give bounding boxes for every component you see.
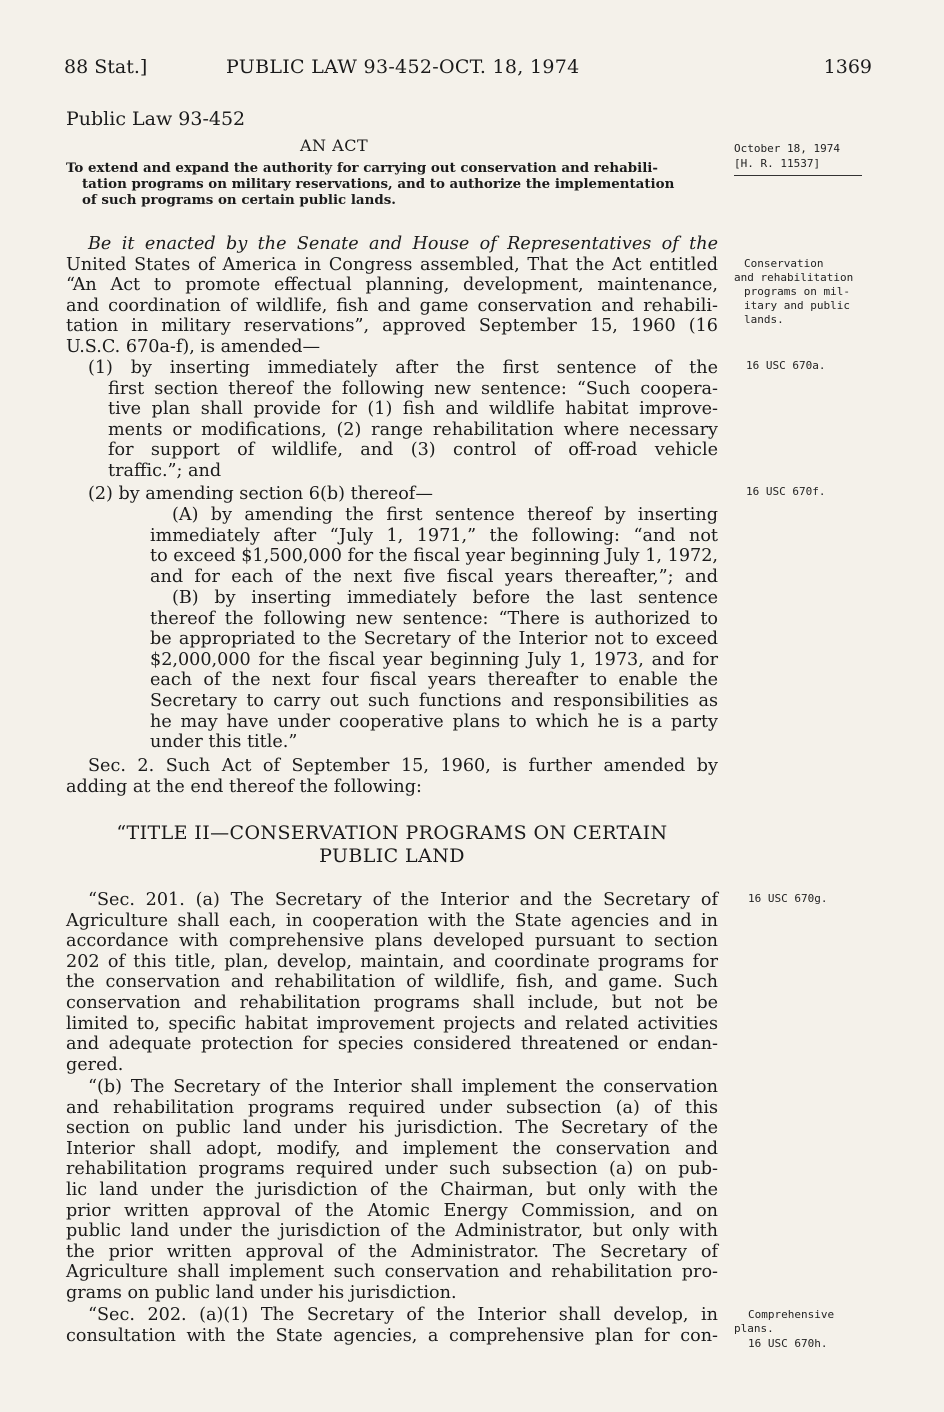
amendment-2 [66, 484, 718, 505]
text-line: prior written approval of the Atomic Energy Commission, and on [66, 1200, 718, 1221]
text-line: traffic.”; and [108, 460, 222, 481]
text-line: (2) by amending section 6(b) thereof— [88, 484, 433, 504]
margin-usc-670g: 16 USC 670g. [748, 892, 828, 905]
text-line: Sec. 2. Such Act of September 15, 1960, is further amended by [88, 756, 718, 776]
heading-line: “TITLE II—CONSERVATION PROGRAMS ON CERTAIN [116, 822, 668, 844]
title-line: To extend and expand the authority for carrying out conservation and rehabili- [66, 160, 658, 176]
text-line: public land under the jurisdiction of the Administrator, but only with [66, 1221, 718, 1242]
text-line: (1) by inserting immediately after the first sentence of the [88, 358, 718, 378]
text-line: gered. [66, 1054, 124, 1075]
note-line: itary and public [744, 299, 850, 312]
margin-rule [734, 175, 862, 176]
act-title [66, 160, 718, 208]
note-line: and rehabilitation [734, 271, 854, 284]
margin-usc-670f: 16 USC 670f. [746, 485, 826, 498]
text-line: thereof the following new sentence: “There is authorized to [150, 608, 718, 629]
title-ii-heading [66, 822, 718, 868]
text-line: for support of wildlife, and (3) control of off-road vehicle [108, 440, 718, 461]
text-line: under this title.” [150, 732, 298, 753]
text-line: “An Act to promote effectual planning, development, maintenance, [66, 275, 718, 296]
heading-line: PUBLIC LAND [319, 845, 465, 867]
text-line: “(b) The Secretary of the Interior shall implement the conservation [88, 1077, 718, 1097]
text-line: to exceed $1,500,000 for the fiscal year beginning July 1, 1972, [150, 546, 718, 567]
text-line: and adequate protection for species considered threatened or endan- [66, 1034, 718, 1055]
text-line: “Sec. 202. (a)(1) The Secretary of the Interior shall develop, in [88, 1305, 718, 1325]
note-line: Conservation [744, 257, 824, 270]
text-line: he may have under cooperative plans to which he is a party [150, 711, 718, 732]
enacting-clause [66, 234, 718, 358]
text-line: Agriculture shall each, in cooperation with the State agencies and in [66, 910, 718, 931]
text-line: “Sec. 201. (a) The Secretary of the Interior and the Secretary of [88, 890, 718, 910]
text-line: each of the next four fiscal years thereafter to enable the [150, 670, 718, 691]
text-line: lic land under the jurisdiction of the Chairman, but only with the [66, 1179, 718, 1200]
section-201a [66, 890, 718, 1075]
section-2 [66, 756, 718, 797]
text-line: and coordination of wildlife, fish and game conservation and rehabili- [66, 295, 718, 316]
text-line: Agriculture shall implement such conservation and rehabilitation pro- [66, 1262, 718, 1283]
text-line: U.S.C. 670a-f), is amended— [66, 336, 321, 357]
margin-date: October 18, 1974 [734, 142, 840, 155]
text-line: (A) by amending the first sentence thereof by inserting [172, 505, 718, 525]
text-line: immediately after “July 1, 1971,” the following: “and not [150, 525, 718, 546]
header-title: PUBLIC LAW 93-452-OCT. 18, 1974 [226, 56, 580, 78]
text-line: (B) by inserting immediately before the last sentence [172, 588, 718, 608]
text-line: and rehabilitation programs required under subsection (a) of this [66, 1097, 718, 1118]
title-line: tation programs on military reservations, and to authorize the implementation [82, 176, 675, 192]
amendment-2b [66, 588, 718, 753]
margin-usc-670a: 16 USC 670a. [746, 359, 826, 372]
text-line: first section thereof the following new sentence: “Such coopera- [108, 378, 718, 399]
title-line: of such programs on certain public lands. [82, 192, 396, 208]
text-line: conservation and rehabilitation programs shall include, but not be [66, 992, 718, 1013]
act-label: AN ACT [300, 136, 369, 155]
margin-usc-670h: 16 USC 670h. [748, 1337, 828, 1350]
text-line: Interior shall adopt, modify, and implement the conservation and [66, 1138, 718, 1159]
note-line: lands. [744, 313, 784, 326]
text-line: and for each of the next five fiscal years thereafter,”; and [150, 566, 718, 587]
text-line: Secretary to carry out such functions and responsibilities as [150, 690, 718, 711]
amendment-2a [66, 505, 718, 587]
statute-volume: 88 Stat.] [64, 56, 148, 78]
text-line: United States of America in Congress assembled, That the Act entitled [66, 254, 718, 275]
page-number: 1369 [823, 56, 872, 78]
text-line: tive plan shall provide for (1) fish and wildlife habitat improve- [108, 399, 718, 420]
text-line: the conservation and rehabilitation of wildlife, fish, and game. Such [66, 972, 718, 993]
margin-note-conservation [734, 257, 854, 327]
note-line: Comprehensive [748, 1308, 835, 1321]
margin-bill: [H. R. 11537] [734, 157, 821, 170]
text-line: 202 of this title, plan, develop, maintain, and coordinate programs for [66, 951, 718, 972]
text-line: section on public land under his jurisdiction. The Secretary of the [66, 1118, 718, 1139]
text-line: be appropriated to the Secretary of the Interior not to exceed [150, 629, 718, 650]
text-line: ments or modifications, (2) range rehabilitation where necessary [108, 419, 718, 440]
running-header [64, 56, 872, 82]
note-line: plans. [734, 1322, 774, 1335]
text-line: tation in military reservations”, approved September 15, 1960 (16 [66, 316, 718, 337]
text-line: rehabilitation programs required under such subsection (a) on pub- [66, 1159, 718, 1180]
text-line: Be it enacted by the Senate and House of Representatives of the [88, 234, 718, 254]
text-line: consultation with the State agencies, a comprehensive plan for con- [66, 1325, 718, 1346]
text-line: adding at the end thereof the following: [66, 776, 422, 797]
note-line: programs on mil- [744, 285, 850, 298]
law-label: Public Law 93-452 [66, 108, 246, 130]
section-201b [66, 1077, 718, 1304]
text-line: $2,000,000 for the fiscal year beginning July 1, 1973, and for [150, 649, 718, 670]
text-line: accordance with comprehensive plans developed pursuant to section [66, 931, 718, 952]
text-line: the prior written approval of the Administrator. The Secretary of [66, 1241, 718, 1262]
margin-note-comprehensive [734, 1308, 835, 1336]
section-202a [66, 1305, 718, 1346]
text-line: limited to, specific habitat improvement projects and related activities [66, 1013, 718, 1034]
amendment-1 [66, 358, 718, 482]
text-line: grams on public land under his jurisdiction. [66, 1282, 457, 1303]
